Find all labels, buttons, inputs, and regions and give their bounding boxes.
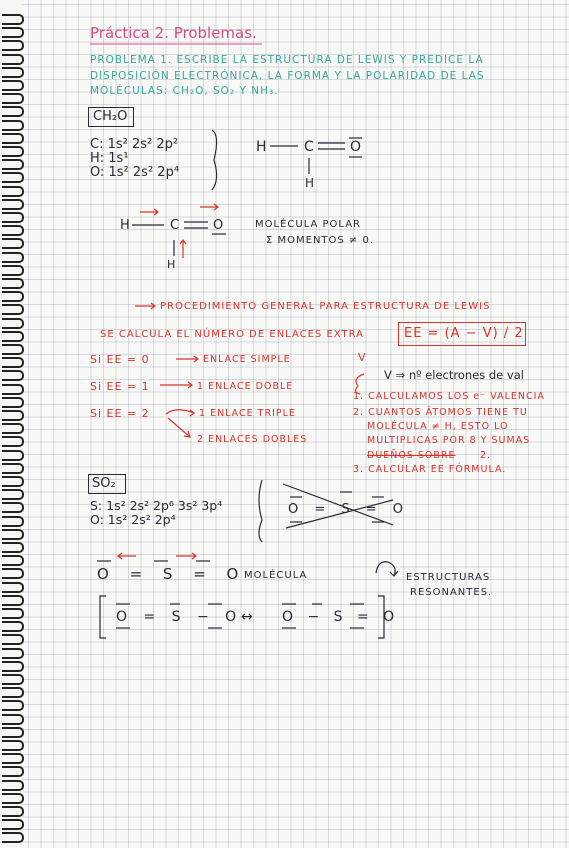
lewis-h: H (256, 139, 267, 155)
problem-line-1: PROBLEMA 1. ESCRIBE LA ESTRUCTURA DE LEWIS Y PREDICE LA (90, 54, 484, 66)
config-c: C: 1s² 2s² 2p² (90, 137, 179, 152)
config-o: O: 1s² 2s² 2p⁴ (90, 165, 180, 180)
step-2d-struck: DUEÑOS SOBRE (367, 450, 456, 461)
resonance-note-2: RESONANTES. (410, 587, 493, 598)
v-marker: V (358, 351, 367, 364)
ee0-result: ENLACE SIMPLE (203, 354, 291, 365)
ee2-condition: Si EE = 2 (90, 407, 150, 420)
so2-label: SO₂ (92, 476, 116, 491)
step-1: 1. CALCULAMOS LOS e⁻ VALENCIA (353, 391, 545, 402)
polar-label-2: Σ MOMENTOS ≠ 0. (266, 235, 375, 246)
step-2c: MULTIPLICAS POR 8 Y SUMAS (367, 435, 531, 446)
ee1-result: 1 ENLACE DOBLE (197, 381, 294, 392)
ch2o-label: CH₂O (93, 109, 128, 124)
resonance-arrow: ↔ (241, 609, 253, 625)
lewis-o: O (350, 139, 362, 155)
ee0-condition: Si EE = 0 (90, 353, 150, 366)
problem-line-3: MOLÉCULAS: CH₂O, SO₂ Y NH₃. (90, 85, 279, 97)
ee-line: SE CALCULA EL NÚMERO DE ENLACES EXTRA (100, 329, 364, 340)
problem-line-2: DISPOSICIÓN ELECTRÓNICA, LA FORMA Y LA POLARIDAD DE LAS (90, 70, 485, 82)
polar-label-1: MOLÉCULA POLAR (255, 219, 362, 230)
step-2d-end: 2. (480, 450, 492, 461)
config-h: H: 1s¹ (90, 151, 129, 166)
so2-crossed-structure: O = S = O (288, 502, 410, 517)
resonance-note-1: ESTRUCTURAS (406, 572, 491, 583)
lewis-c: C (304, 139, 314, 155)
dipole-h: H (120, 218, 130, 233)
v-definition: V ⇒ nº electrones de val (384, 368, 524, 382)
ee2-result-b: 2 ENLACES DOBLES (197, 434, 308, 445)
ee-formula: EE = (A − V) / 2 (404, 326, 524, 341)
lewis-h-bottom: H (305, 176, 315, 190)
procedure-heading: PROCEDIMIENTO GENERAL PARA ESTRUCTURA DE LEWIS (160, 301, 491, 312)
step-2b: MOLÉCULA ≠ H, ESTO LO (367, 421, 509, 432)
so2-molecule: O = S = O (97, 565, 247, 583)
config-s: S: 1s² 2s² 2p⁶ 3s² 3p⁴ (90, 498, 223, 513)
so2-molecule-label: MOLÉCULA (244, 570, 308, 581)
ee1-condition: Si EE = 1 (90, 380, 150, 393)
dipole-o: O (213, 218, 224, 233)
page-title: Práctica 2. Problemas. (90, 24, 257, 42)
config-o-so2: O: 1s² 2s² 2p⁴ (90, 512, 176, 527)
dipole-c: C (170, 218, 180, 233)
ee2-result-a: 1 ENLACE TRIPLE (199, 408, 296, 419)
resonance-right: O − S = O (282, 609, 400, 625)
step-3: 3. CALCULAR EE FÓRMULA. (353, 464, 507, 475)
step-2a: 2. CUANTOS ÁTOMOS TIENE TU (353, 407, 528, 418)
dipole-h-bottom: H (167, 258, 176, 271)
resonance-left: O = S − O (116, 609, 243, 625)
